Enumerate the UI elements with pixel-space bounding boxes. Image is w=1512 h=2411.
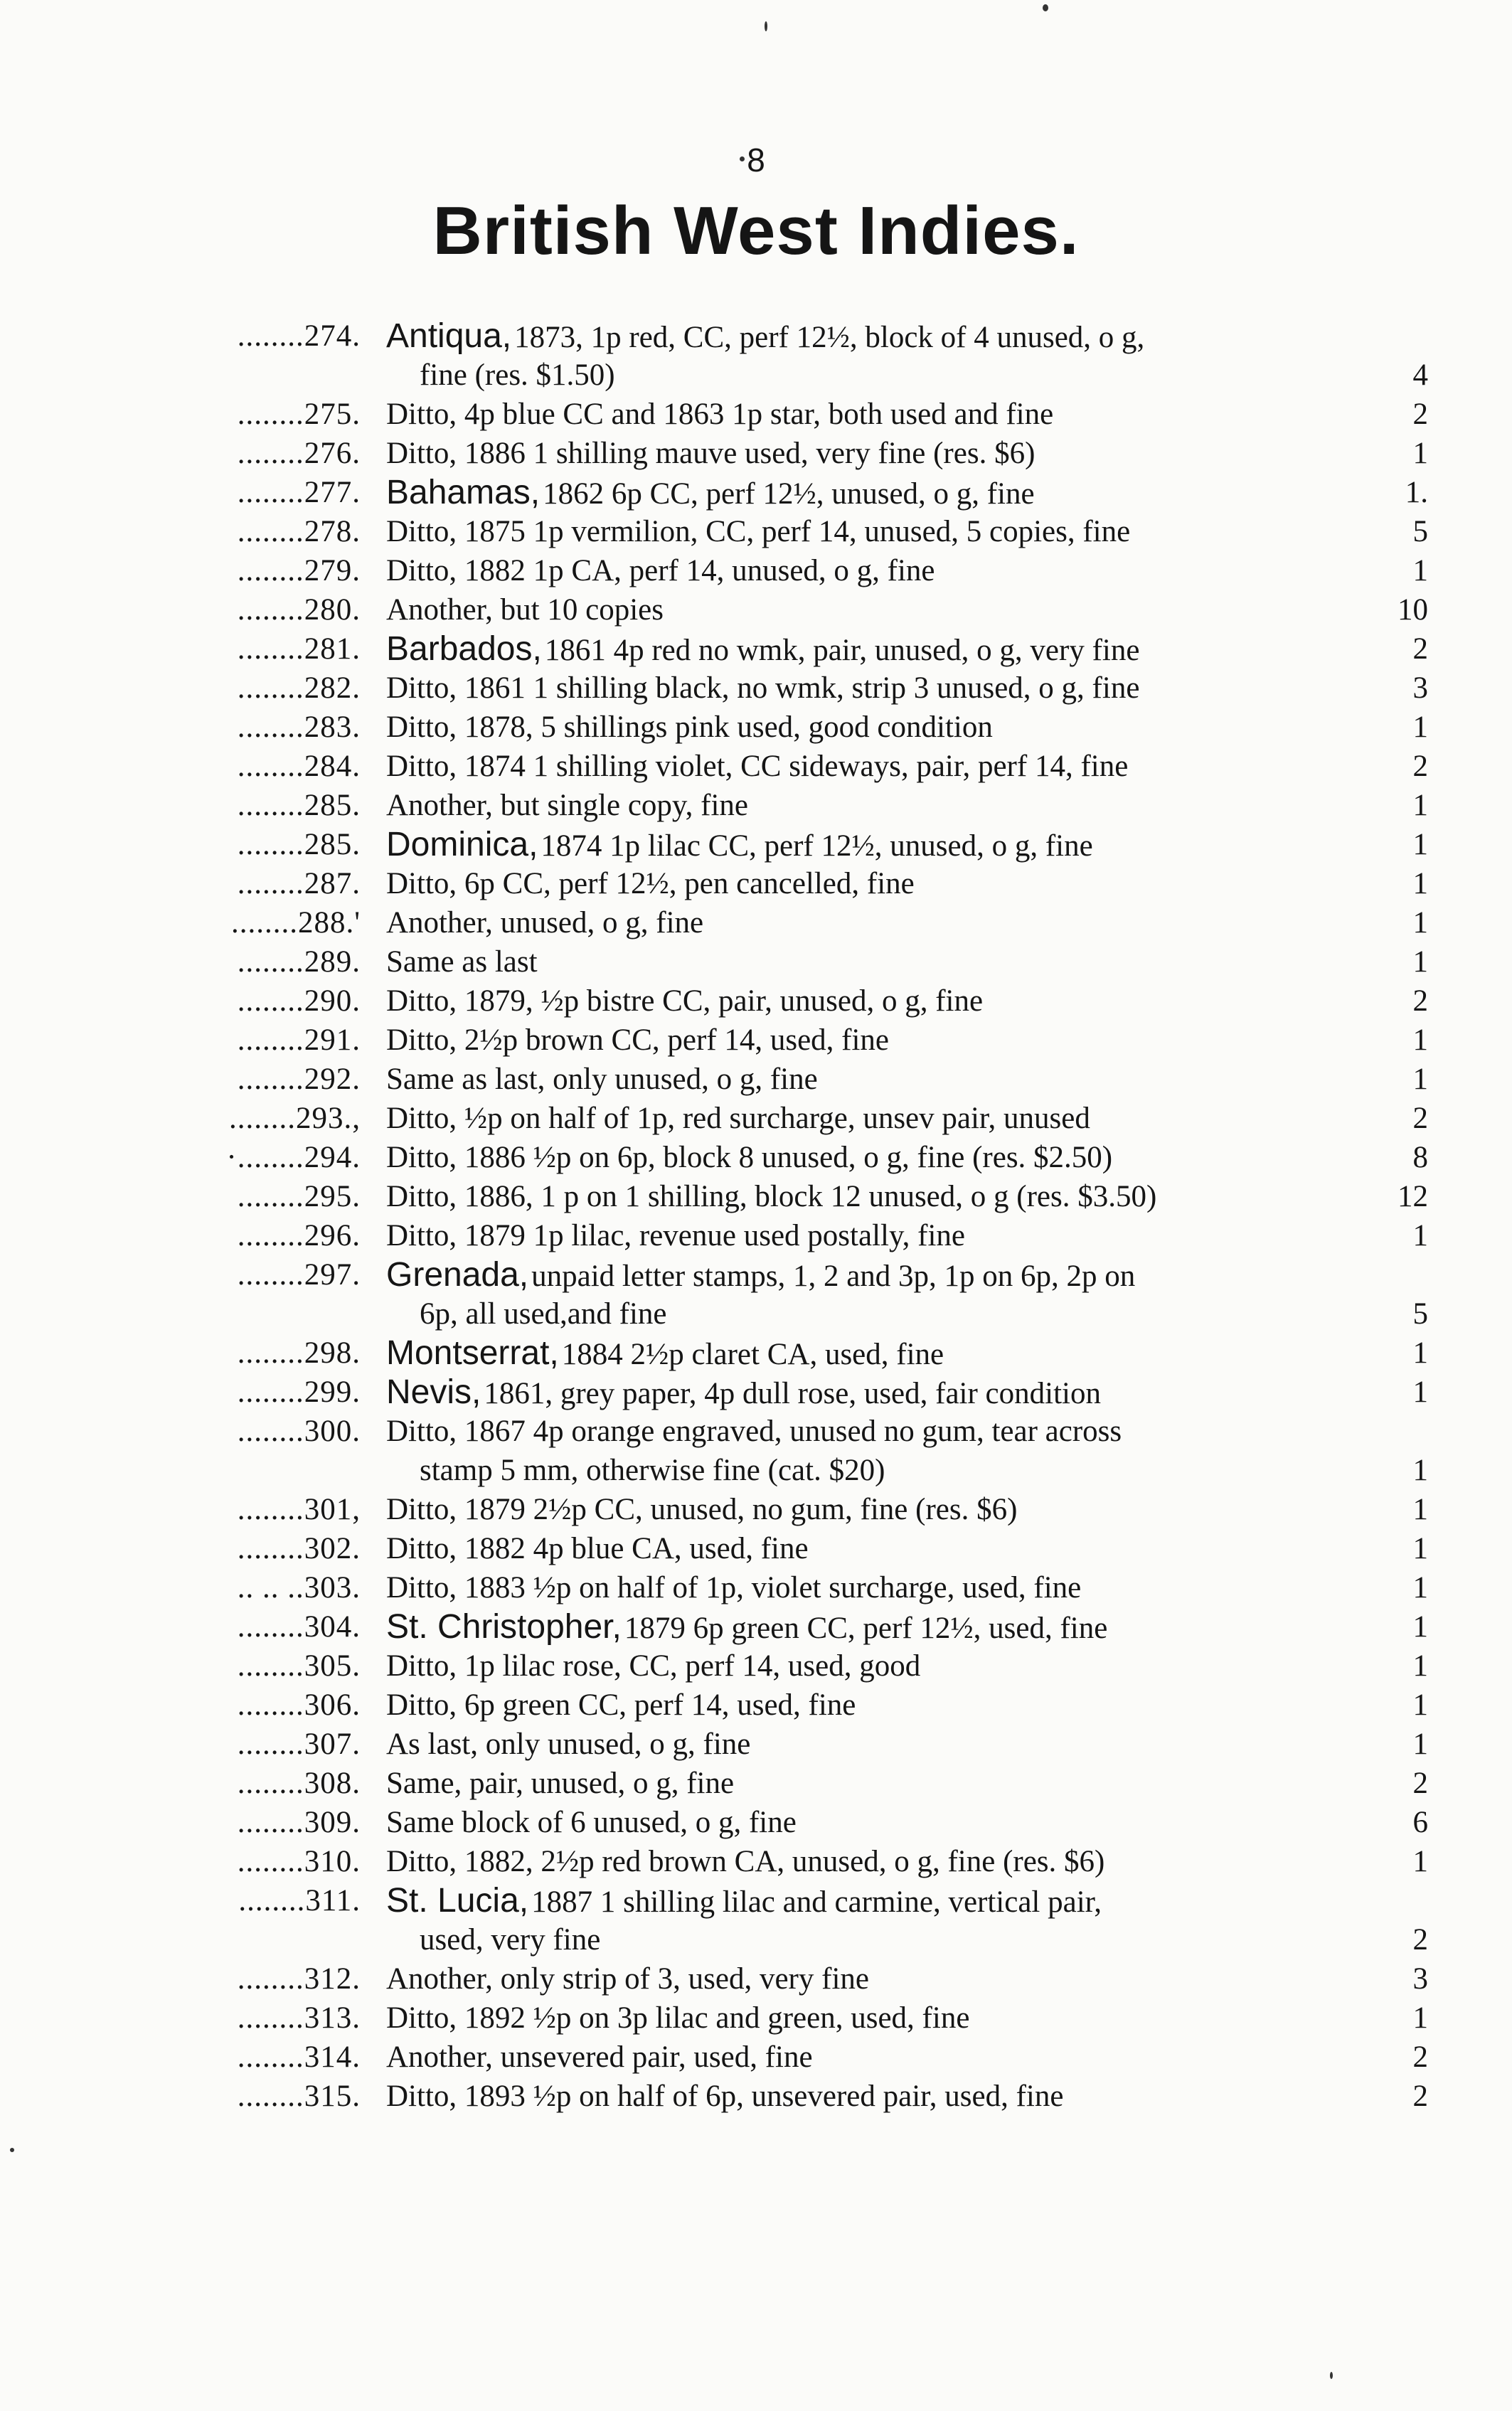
- lot-item: [0, 1490, 1512, 1529]
- lot-quantity: 1: [1412, 1845, 1428, 1878]
- lot-description-text: Ditto, 4p blue CC and 1863 1p star, both used and fine: [386, 398, 1054, 431]
- lot-number: ........277.: [237, 476, 361, 509]
- lot-description: [386, 1138, 1112, 1177]
- lot-item: [0, 1646, 1512, 1686]
- lot-number: ........287.: [237, 867, 361, 900]
- lot-number: ........311.: [238, 1884, 361, 1917]
- lot-quantity: 1: [1412, 1219, 1428, 1252]
- lot-item: [0, 551, 1512, 590]
- lot-number: ........285.: [237, 789, 361, 822]
- lot-line: [0, 356, 1512, 395]
- page-number: 8: [747, 142, 765, 179]
- lot-description: [386, 629, 1139, 670]
- lot-description: [386, 1412, 1122, 1451]
- lot-description-text: Same, pair, unused, o g, fine: [386, 1767, 735, 1800]
- country-name: Antiqua,: [386, 317, 512, 355]
- lot-line: [0, 1803, 1512, 1842]
- lot-description: [386, 2077, 1063, 2116]
- lot-item: [0, 825, 1512, 864]
- lot-line: [0, 1021, 1512, 1060]
- lot-line: [0, 1529, 1512, 1568]
- lot-line: [0, 1646, 1512, 1686]
- lot-description: [386, 1842, 1104, 1881]
- lot-quantity: 1: [1412, 554, 1428, 587]
- country-name: Dominica,: [386, 826, 538, 863]
- lot-description-text: 1861, grey paper, 4p dull rose, used, fair condition: [484, 1377, 1101, 1410]
- lot-quantity: 1: [1412, 945, 1428, 979]
- lot-quantity: 2: [1412, 750, 1428, 783]
- lot-number: ........295.: [237, 1180, 361, 1213]
- lot-description: [420, 356, 615, 395]
- lot-description-text: 6p, all used,and fine: [420, 1297, 667, 1331]
- lot-item: [0, 981, 1512, 1021]
- scan-speck: [765, 21, 767, 31]
- lot-item: [0, 747, 1512, 786]
- lot-item: [0, 1686, 1512, 1725]
- lot-quantity: 5: [1412, 1297, 1428, 1331]
- lot-description-text: Ditto, 1883 ½p on half of 1p, violet surcharge, used, fine: [386, 1571, 1082, 1604]
- page-title: British West Indies.: [432, 193, 1080, 269]
- lot-description-text: Ditto, 1p lilac rose, CC, perf 14, used, good: [386, 1649, 921, 1683]
- lot-description: [386, 1568, 1081, 1607]
- lot-description-text: 1862 6p CC, perf 12½, unused, o g, fine: [543, 477, 1035, 511]
- country-name: Nevis,: [386, 1373, 481, 1411]
- country-name: Montserrat,: [386, 1334, 559, 1372]
- lot-line: [0, 1255, 1512, 1294]
- lot-description-text: Another, unsevered pair, used, fine: [386, 2040, 813, 2074]
- lot-description-text: Ditto, 1886 ½p on 6p, block 8 unused, o g, fine (res. $2.50): [386, 1141, 1113, 1174]
- lot-quantity: 1: [1412, 1454, 1428, 1487]
- lot-line: [0, 1725, 1512, 1764]
- lot-quantity: 8: [1412, 1141, 1428, 1174]
- lot-quantity: 6: [1412, 1806, 1428, 1839]
- lot-quantity: 3: [1412, 1962, 1428, 1996]
- lot-line: [0, 1686, 1512, 1725]
- lot-description: [386, 1334, 944, 1374]
- lot-item: [0, 316, 1512, 395]
- lot-number: ........305.: [237, 1649, 361, 1683]
- lot-description: [386, 551, 935, 590]
- lot-description: [386, 1803, 797, 1842]
- lot-line: [0, 1294, 1512, 1334]
- lot-description: [386, 1216, 965, 1255]
- lot-description-text: As last, only unused, o g, fine: [386, 1728, 751, 1761]
- lot-description: [420, 1294, 667, 1334]
- lot-description: [386, 1255, 1135, 1296]
- lot-quantity: 1: [1412, 2001, 1428, 2035]
- lot-item: [0, 1099, 1512, 1138]
- lot-line: [0, 1959, 1512, 1998]
- lot-description-text: Ditto, 1882 1p CA, perf 14, unused, o g, fine: [386, 554, 935, 587]
- lot-description: [386, 1490, 1017, 1529]
- scan-speck: [1330, 2372, 1333, 2379]
- lot-description-text: Ditto, 1861 1 shilling black, no wmk, strip 3 unused, o g, fine: [386, 671, 1140, 705]
- lot-description: [386, 1686, 856, 1725]
- lot-line: [0, 1490, 1512, 1529]
- lot-quantity: 2: [1412, 398, 1428, 431]
- lot-line: [0, 1607, 1512, 1646]
- lot-description-text: Ditto, 6p CC, perf 12½, pen cancelled, fine: [386, 867, 915, 900]
- scan-speck: [10, 2148, 14, 2152]
- lot-description-text: Same as last, only unused, o g, fine: [386, 1063, 818, 1096]
- lot-item: [0, 473, 1512, 512]
- lot-description-text: Ditto, 1879 1p lilac, revenue used postally, fine: [386, 1219, 966, 1252]
- lot-description-text: unpaid letter stamps, 1, 2 and 3p, 1p on 6p, 2p on: [531, 1260, 1136, 1293]
- lot-line: [0, 825, 1512, 864]
- lot-description-text: Ditto, 2½p brown CC, perf 14, used, fine: [386, 1023, 890, 1057]
- lot-number: ........304.: [237, 1610, 361, 1644]
- lot-number: ........276.: [237, 437, 361, 470]
- lot-number: ........280.: [237, 593, 361, 627]
- lot-item: [0, 1607, 1512, 1646]
- lot-item: [0, 903, 1512, 942]
- lot-quantity: 1: [1412, 906, 1428, 940]
- lot-description-text: Same block of 6 unused, o g, fine: [386, 1806, 797, 1839]
- lot-description: [420, 1451, 885, 1490]
- lot-number: ........301,: [237, 1493, 361, 1526]
- lot-item: [0, 1803, 1512, 1842]
- lot-line: [0, 903, 1512, 942]
- lot-description-text: Ditto, 1879 2½p CC, unused, no gum, fine (res. $6): [386, 1493, 1018, 1526]
- lot-line: [0, 1568, 1512, 1607]
- lot-line: [0, 1842, 1512, 1881]
- lot-description: [386, 1099, 1090, 1138]
- lot-number: ........315.: [237, 2080, 361, 2113]
- lot-line: [0, 629, 1512, 669]
- lot-quantity: 1: [1412, 710, 1428, 744]
- lot-description-text: Ditto, 1875 1p vermilion, CC, perf 14, unused, 5 copies, fine: [386, 515, 1131, 548]
- lot-description-text: stamp 5 mm, otherwise fine (cat. $20): [420, 1454, 885, 1487]
- lot-item: [0, 1373, 1512, 1412]
- lot-item: [0, 2038, 1512, 2077]
- lot-description-text: Ditto, 1892 ½p on 3p lilac and green, used, fine: [386, 2001, 970, 2035]
- lot-number: ........278.: [237, 515, 361, 548]
- lot-description: [386, 512, 1130, 551]
- lot-line: [0, 1373, 1512, 1412]
- lot-item: [0, 434, 1512, 473]
- lot-description-text: Ditto, 1882, 2½p red brown CA, unused, o g, fine (res. $6): [386, 1845, 1105, 1878]
- lot-description: [386, 942, 538, 981]
- country-name: St. Lucia,: [386, 1882, 529, 1920]
- lot-number: ·........294.: [226, 1141, 361, 1174]
- lot-description-text: Ditto, 1886 1 shilling mauve used, very fine (res. $6): [386, 437, 1035, 470]
- lot-number: ........297.: [237, 1258, 361, 1292]
- lot-line: [0, 747, 1512, 786]
- lot-item: [0, 1060, 1512, 1099]
- lot-description: [386, 1021, 889, 1060]
- lot-description: [386, 747, 1128, 786]
- lot-line: [0, 473, 1512, 512]
- lot-description: [386, 786, 748, 825]
- lot-number: ........309.: [237, 1806, 361, 1839]
- lot-description-text: Another, unused, o g, fine: [386, 906, 704, 940]
- lot-quantity: 1: [1412, 828, 1428, 861]
- lot-line: [0, 1920, 1512, 1959]
- lot-item: [0, 1412, 1512, 1490]
- lot-description-text: Ditto, 6p green CC, perf 14, used, fine: [386, 1688, 856, 1722]
- lot-line: [0, 1138, 1512, 1177]
- lot-line: [0, 669, 1512, 708]
- lot-quantity: 1: [1412, 1649, 1428, 1683]
- lot-number: .. .. ..303.: [237, 1571, 361, 1604]
- lot-description-text: Ditto, 1867 4p orange engraved, unused no gum, tear across: [386, 1415, 1122, 1448]
- lot-quantity: 1: [1412, 1336, 1428, 1370]
- lot-description-text: Another, but 10 copies: [386, 593, 664, 627]
- lot-description: [386, 1725, 750, 1764]
- lot-quantity: 3: [1412, 671, 1428, 705]
- lot-line: [0, 1099, 1512, 1138]
- lot-quantity: 2: [1412, 2080, 1428, 2113]
- lot-description: [386, 1373, 1101, 1413]
- lot-description: [386, 1881, 1102, 1922]
- lot-description-text: Another, only strip of 3, used, very fine: [386, 1962, 869, 1996]
- lot-description-text: 1884 2½p claret CA, used, fine: [561, 1338, 944, 1371]
- lot-description: [386, 316, 1144, 357]
- lot-quantity: 2: [1412, 2040, 1428, 2074]
- lot-description-text: Same as last: [386, 945, 538, 979]
- lot-description-text: Ditto, 1874 1 shilling violet, CC sideways, pair, perf 14, fine: [386, 750, 1129, 783]
- lot-description: [386, 864, 915, 903]
- lot-number: ........312.: [237, 1962, 361, 1996]
- lot-item: [0, 1881, 1512, 1959]
- lot-description-text: 1861 4p red no wmk, pair, unused, o g, very fine: [544, 634, 1140, 667]
- lot-description: [386, 903, 703, 942]
- lot-number: ........310.: [237, 1845, 361, 1878]
- lot-description-text: Ditto, 1879, ½p bistre CC, pair, unused, o g, fine: [386, 984, 984, 1018]
- lot-item: [0, 1138, 1512, 1177]
- lot-number: ........288.': [231, 906, 361, 940]
- lot-number: ........300.: [237, 1415, 361, 1448]
- lot-number: ........289.: [237, 945, 361, 979]
- lot-item: [0, 786, 1512, 825]
- lot-description-text: Ditto, 1878, 5 shillings pink used, good condition: [386, 710, 993, 744]
- lot-item: [0, 708, 1512, 747]
- lot-description: [386, 825, 1093, 866]
- lot-item: [0, 1021, 1512, 1060]
- lot-item: [0, 1177, 1512, 1216]
- lot-item: [0, 629, 1512, 669]
- lot-description: [386, 1959, 869, 1998]
- lot-description: [386, 1646, 920, 1686]
- lot-line: [0, 1177, 1512, 1216]
- lot-quantity: 1: [1412, 789, 1428, 822]
- lot-description: [386, 669, 1139, 708]
- lot-line: [0, 395, 1512, 434]
- lot-quantity: 1: [1412, 1728, 1428, 1761]
- lot-number: ........279.: [237, 554, 361, 587]
- lot-line: [0, 1451, 1512, 1490]
- lot-number: ........306.: [237, 1688, 361, 1722]
- lot-number: ........296.: [237, 1219, 361, 1252]
- lot-description-text: 1873, 1p red, CC, perf 12½, block of 4 unused, o g,: [514, 321, 1145, 354]
- lot-line: [0, 2038, 1512, 2077]
- lot-item: [0, 2077, 1512, 2116]
- country-name: Grenada,: [386, 1256, 529, 1294]
- lot-description-text: 1887 1 shilling lilac and carmine, vertical pair,: [531, 1885, 1102, 1919]
- lot-line: [0, 981, 1512, 1021]
- lot-description-text: 1879 6p green CC, perf 12½, used, fine: [624, 1612, 1108, 1645]
- lot-quantity: 1: [1412, 1063, 1428, 1096]
- lot-quantity: 1: [1412, 437, 1428, 470]
- lot-description: [386, 1764, 734, 1803]
- lot-quantity: 1: [1412, 1023, 1428, 1057]
- lot-number: ........283.: [237, 710, 361, 744]
- lot-description: [386, 473, 1035, 513]
- lot-line: [0, 1412, 1512, 1451]
- lot-item: [0, 1255, 1512, 1334]
- lot-number: ........282.: [237, 671, 361, 705]
- lot-quantity: 2: [1412, 984, 1428, 1018]
- lot-item: [0, 864, 1512, 903]
- scan-speck: [1043, 4, 1048, 11]
- lot-number: ........313.: [237, 2001, 361, 2035]
- lot-item: [0, 1334, 1512, 1373]
- lot-list: [0, 316, 1512, 2116]
- lot-number: ........292.: [237, 1063, 361, 1096]
- lot-number: ........274.: [237, 319, 361, 353]
- lot-description-text: Ditto, 1886, 1 p on 1 shilling, block 12 unused, o g (res. $3.50): [386, 1180, 1157, 1213]
- lot-line: [0, 551, 1512, 590]
- lot-description-text: 1874 1p lilac CC, perf 12½, unused, o g, fine: [541, 829, 1093, 863]
- lot-quantity: 4: [1412, 358, 1428, 392]
- lot-description: [386, 1060, 818, 1099]
- lot-quantity: 2: [1412, 1767, 1428, 1800]
- lot-quantity: 2: [1412, 1102, 1428, 1135]
- lot-number: ........314.: [237, 2040, 361, 2074]
- lot-number: ........302.: [237, 1532, 361, 1565]
- lot-number: ........291.: [237, 1023, 361, 1057]
- lot-line: [0, 434, 1512, 473]
- lot-item: [0, 942, 1512, 981]
- country-name: Bahamas,: [386, 474, 541, 511]
- lot-item: [0, 1216, 1512, 1255]
- lot-description: [386, 1529, 809, 1568]
- lot-quantity: 1: [1412, 1688, 1428, 1722]
- lot-line: [0, 1216, 1512, 1255]
- lot-quantity: 1: [1412, 1532, 1428, 1565]
- lot-item: [0, 1725, 1512, 1764]
- lot-line: [0, 512, 1512, 551]
- lot-line: [0, 1060, 1512, 1099]
- lot-description: [386, 981, 983, 1021]
- lot-description: [386, 434, 1035, 473]
- lot-line: [0, 2077, 1512, 2116]
- lot-quantity: 2: [1412, 1923, 1428, 1957]
- lot-quantity: 1: [1412, 1610, 1428, 1644]
- lot-number: ........307.: [237, 1728, 361, 1761]
- lot-line: [0, 1998, 1512, 2038]
- lot-description-text: Ditto, ½p on half of 1p, red surcharge, unsev pair, unused: [386, 1102, 1090, 1135]
- lot-item: [0, 1764, 1512, 1803]
- country-name: Barbados,: [386, 630, 542, 668]
- lot-description: [386, 1607, 1107, 1648]
- lot-description: [386, 708, 993, 747]
- lot-number: ........293.,: [229, 1102, 361, 1135]
- lot-item: [0, 590, 1512, 629]
- lot-quantity: 1: [1412, 1493, 1428, 1526]
- lot-item: [0, 1998, 1512, 2038]
- lot-description: [386, 395, 1053, 434]
- lot-description-text: Ditto, 1882 4p blue CA, used, fine: [386, 1532, 809, 1565]
- lot-item: [0, 512, 1512, 551]
- lot-line: [0, 942, 1512, 981]
- lot-number: ........290.: [237, 984, 361, 1018]
- lot-number: ........308.: [237, 1767, 361, 1800]
- lot-line: [0, 786, 1512, 825]
- lot-line: [0, 316, 1512, 356]
- lot-quantity: 1: [1412, 867, 1428, 900]
- lot-item: [0, 1529, 1512, 1568]
- lot-item: [0, 669, 1512, 708]
- lot-number: ........284.: [237, 750, 361, 783]
- lot-line: [0, 1881, 1512, 1920]
- lot-line: [0, 1764, 1512, 1803]
- lot-number: ........285.: [237, 828, 361, 861]
- lot-item: [0, 1959, 1512, 1998]
- scan-speck: [740, 156, 745, 161]
- lot-description: [386, 1998, 969, 2038]
- lot-line: [0, 864, 1512, 903]
- lot-number: ........298.: [237, 1336, 361, 1370]
- lot-line: [0, 590, 1512, 629]
- lot-description: [386, 2038, 813, 2077]
- lot-quantity: 10: [1397, 593, 1428, 627]
- lot-line: [0, 1334, 1512, 1373]
- lot-line: [0, 708, 1512, 747]
- lot-description-text: Another, but single copy, fine: [386, 789, 748, 822]
- lot-description: [386, 1177, 1156, 1216]
- lot-number: ........299.: [237, 1375, 361, 1409]
- lot-item: [0, 1568, 1512, 1607]
- lot-description: [420, 1920, 600, 1959]
- lot-description-text: fine (res. $1.50): [420, 358, 615, 392]
- lot-quantity: 2: [1412, 632, 1428, 666]
- lot-description: [386, 590, 664, 629]
- lot-number: ........275.: [237, 398, 361, 431]
- lot-quantity: 5: [1412, 515, 1428, 548]
- lot-quantity: 1: [1412, 1571, 1428, 1604]
- lot-quantity: 1: [1412, 1375, 1428, 1409]
- lot-quantity: 12: [1397, 1180, 1428, 1213]
- lot-item: [0, 1842, 1512, 1881]
- lot-description-text: Ditto, 1893 ½p on half of 6p, unsevered pair, used, fine: [386, 2080, 1064, 2113]
- lot-description-text: used, very fine: [420, 1923, 601, 1957]
- lot-quantity: 1.: [1405, 476, 1428, 509]
- lot-item: [0, 395, 1512, 434]
- country-name: St. Christopher,: [386, 1608, 622, 1646]
- lot-number: ........281.: [237, 632, 361, 666]
